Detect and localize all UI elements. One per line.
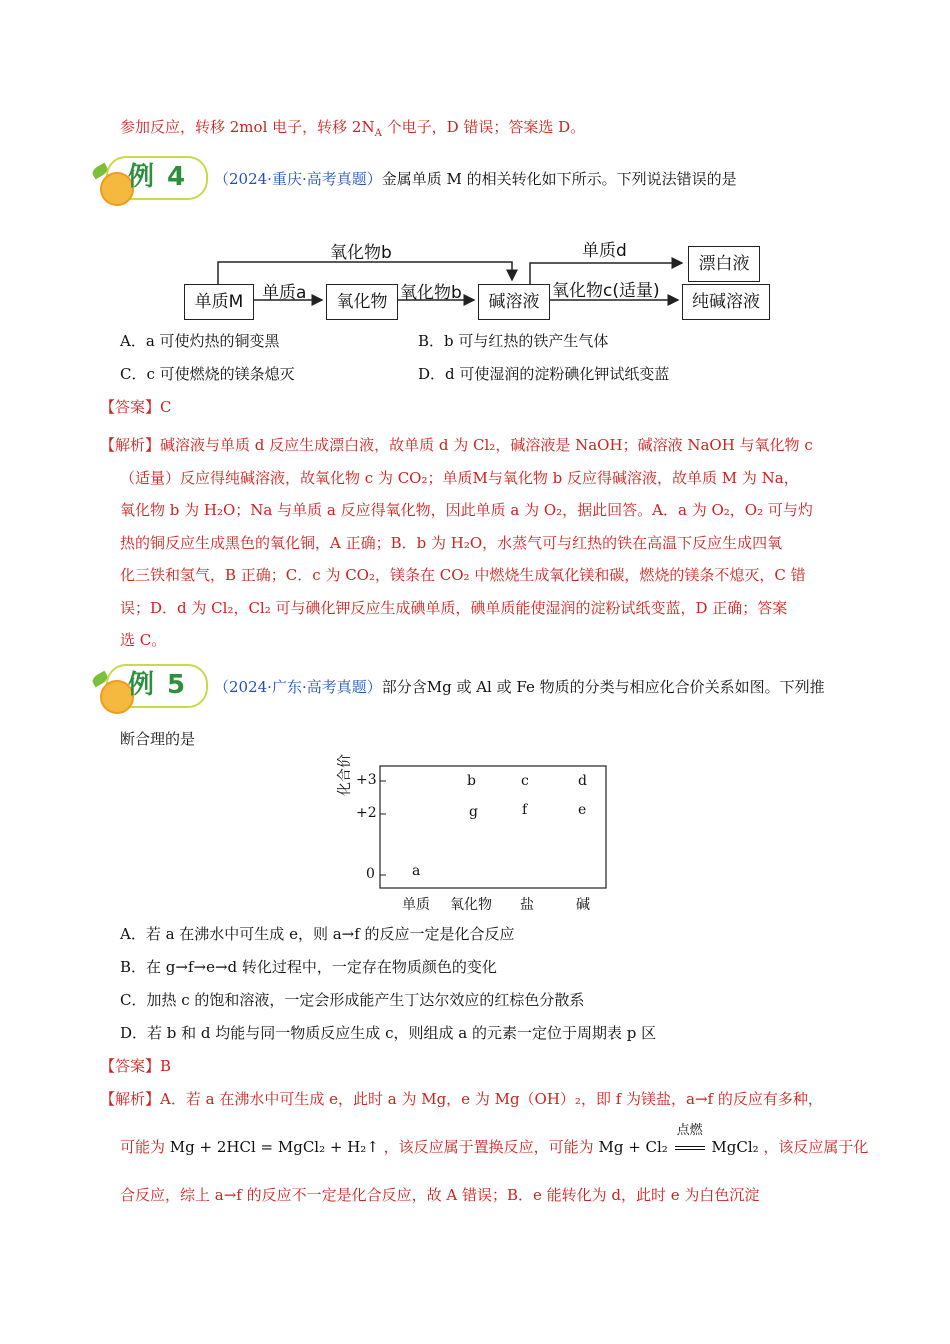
ex5-option-d: D．若 b 和 d 均能与同一物质反应生成 c，则组成 a 的元素一定位于周期表 p 区 bbox=[120, 1024, 657, 1042]
point-a: a bbox=[412, 863, 421, 879]
ex4-option-c: C．c 可使燃烧的镁条熄灭 bbox=[120, 365, 295, 383]
condition-ignite: 点燃 bbox=[676, 1123, 703, 1138]
node-soda-solution: 纯碱溶液 bbox=[682, 284, 770, 320]
example-4-question: （2024·重庆·高考真题）金属单质 M 的相关转化如下所示。下列说法错误的是 bbox=[214, 170, 737, 188]
ex4-option-b: B．b 可与红热的铁产生气体 bbox=[418, 332, 609, 350]
ex5-analysis-line1: 【解析】A．若 a 在沸水中可生成 e，此时 a 为 Mg，e 为 Mg（OH）₂，即 f 为镁盐，a→f 的反应有多种， bbox=[100, 1090, 823, 1108]
node-bleach: 漂白液 bbox=[688, 246, 760, 282]
top-line: 参加反应，转移 2mol 电子，转移 $2N_A$ 个电子，D 错误；答案选 D。 bbox=[120, 118, 586, 139]
ytick-plus2: +2 bbox=[356, 805, 377, 821]
example-5-question-cont: 断合理的是 bbox=[120, 730, 196, 748]
ex4-option-d: D．d 可使湿润的淀粉碘化钾试纸变蓝 bbox=[418, 365, 670, 383]
edge-label-d: 单质d bbox=[582, 241, 627, 261]
node-oxide: 氧化物 bbox=[326, 284, 398, 320]
point-g: g bbox=[469, 804, 478, 820]
point-b: b bbox=[467, 773, 476, 789]
edge-label-a: 单质a bbox=[262, 283, 307, 303]
xtick-salt: 盐 bbox=[520, 897, 534, 913]
ex4-analysis: 【解析】碱溶液与单质 d 反应生成漂白液，故单质 d 为 Cl₂，碱溶液是 NaOH；碱溶液 NaOH 与氧化物 c （适量）反应得纯碱溶液，故氧化物 c 为 CO₂；单质M与氧化物 b 反应得碱溶液，故单质 M 为 Na， 氧化物 b 为 H₂O；Na 与单质 a 反应得氧化物，因此单质 a 为 O₂，据此回答。A．a 为 O₂，O₂ 可与灼 热的铜反应生成黑色的氧化铜，A 正确；B．b 为 H₂O，水蒸气可与红热的铁在高温下反应生成四氧 化三铁和氢气，B 正确；C．c 为 CO₂，镁条在 CO₂ 中燃烧生成氧化镁和碳，燃烧的镁条不熄灭，C 错 误；D．d 为 Cl₂，Cl₂ 可与碘化钾反应生成碘单质，碘单质能使湿润的淀粉试纸变蓝，D 正确；答案 选 C。 bbox=[100, 436, 813, 649]
ex5-analysis-line2: 可能为 Mg + 2HCl = MgCl₂ + H₂↑ ，该反应属于置换反应，可能为 Mg + Cl₂ 点燃 MgCl₂ ，该反应属于化 bbox=[120, 1136, 868, 1158]
ex5-option-a: A．若 a 在沸水中可生成 e，则 a→f 的反应一定是化合反应 bbox=[120, 925, 515, 943]
node-metal-m: 单质M bbox=[184, 284, 254, 320]
chart-ylabel: 化合价 bbox=[337, 754, 353, 796]
example-5-question: （2024·广东·高考真题）部分含Mg 或 Al 或 Fe 物质的分类与相应化合价关系如图。下列推 bbox=[214, 678, 825, 696]
xtick-element: 单质 bbox=[402, 897, 430, 913]
point-d: d bbox=[578, 773, 587, 789]
ex4-option-a: A．a 可使灼热的铜变黑 bbox=[120, 332, 280, 350]
ex5-option-c: C．加热 c 的饱和溶液，一定会形成能产生丁达尔效应的红棕色分散系 bbox=[120, 991, 585, 1009]
edge-label-b: 氧化物b bbox=[400, 283, 462, 303]
point-e: e bbox=[578, 802, 587, 818]
equation-mg-hcl: Mg + 2HCl = MgCl₂ + H₂↑ bbox=[169, 1138, 379, 1156]
ytick-zero: 0 bbox=[366, 866, 375, 882]
edge-label-c: 氧化物c(适量) bbox=[552, 281, 660, 301]
ex5-analysis-line3: 合反应，综上 a→f 的反应不一定是化合反应，故 A 错误；B．e 能转化为 d，此时 e 为白色沉淀 bbox=[120, 1186, 760, 1204]
example-4-badge: 例 4 bbox=[92, 150, 210, 206]
edge-label-b-top: 氧化物b bbox=[330, 243, 392, 263]
ex5-answer: 【答案】B bbox=[100, 1057, 172, 1075]
xtick-oxide: 氧化物 bbox=[450, 897, 492, 913]
ex5-option-b: B．在 g→f→e→d 转化过程中，一定存在物质颜色的变化 bbox=[120, 958, 497, 976]
equation-mg-cl2: Mg + Cl₂ 点燃 MgCl₂ bbox=[598, 1136, 758, 1158]
ytick-plus3: +3 bbox=[356, 772, 377, 788]
point-f: f bbox=[522, 802, 528, 818]
point-c: c bbox=[521, 773, 529, 789]
node-alkali-solution: 碱溶液 bbox=[478, 284, 550, 320]
xtick-base: 碱 bbox=[576, 897, 590, 913]
ex4-answer: 【答案】C bbox=[100, 398, 172, 416]
example-5-badge: 例 5 bbox=[92, 658, 210, 714]
